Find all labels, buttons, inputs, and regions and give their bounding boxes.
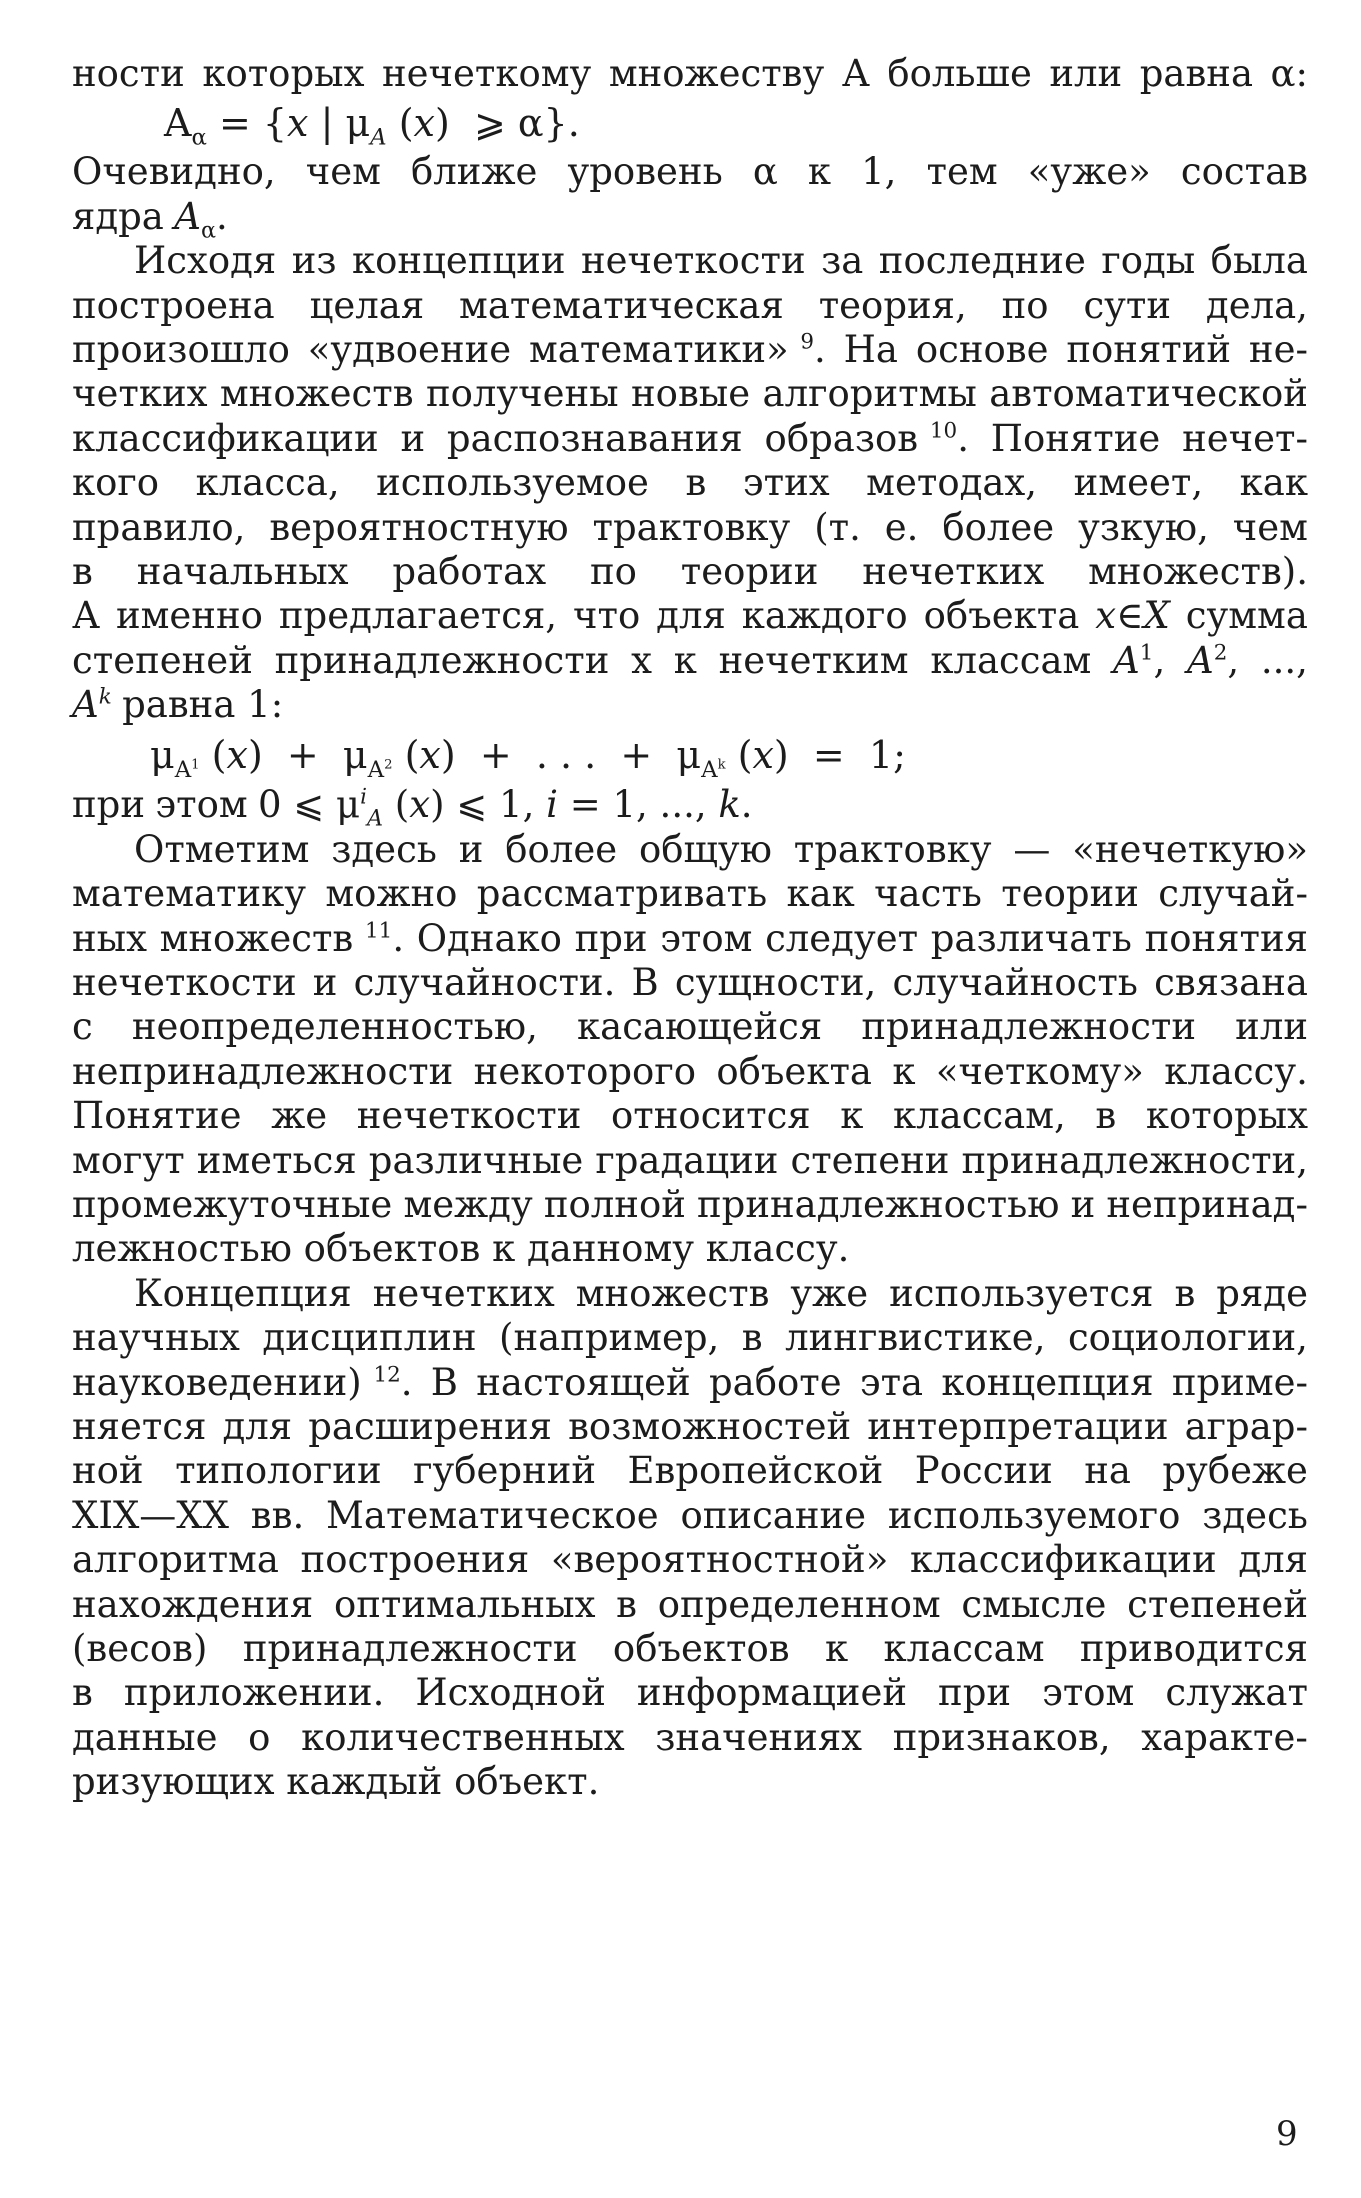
text-line: $A^k$ равна 1: xyxy=(72,683,284,727)
text-line: Исходя из концепции нечеткости за последние годы была xyxy=(134,239,1308,283)
text-line: правило, вероятностную трактовку (т. е. более узкую, чем xyxy=(72,505,1308,549)
text-line: XIX—XX вв. Математическое описание используемого здесь xyxy=(72,1493,1308,1537)
text-line: ных множеств $^{11}$. Однако при этом следует различать понятия xyxy=(72,916,1308,960)
text-line: Отметим здесь и более общую трактовку — «нечеткую» xyxy=(134,827,1308,871)
text-line: науковедении) $^{12}$. В настоящей работе эта концепция приме- xyxy=(72,1360,1308,1404)
formula-membership-sum: $\mu_{A^1}$ $(x) + \mu_{A^2}$ (x) + . . . + $\mu_{A^k}$ (x) = 1; xyxy=(150,733,906,783)
text-line: ризующих каждый объект. xyxy=(72,1760,600,1804)
text-line: ной типологии губерний Европейской России на рубеже xyxy=(72,1449,1308,1493)
text-line: при этом 0 ⩽ $\mu^i_A$ (x) ⩽ 1, i = 1, ..., k. xyxy=(72,783,753,832)
text-line: построена целая математическая теория, по сути дела, xyxy=(72,283,1308,327)
text-line: степеней принадлежности x к нечетким классам $A^1$, $A^2$, ..., xyxy=(72,638,1308,682)
text-line: (весов) принадлежности объектов к классам приводится xyxy=(72,1626,1308,1670)
text-line: произошло «удвоение математики» $^9$. На основе понятий не- xyxy=(72,327,1308,371)
formula-alpha-cut: $A_\alpha = \{x$ | $\mu_A$ (x) ⩾ α}. xyxy=(164,101,580,151)
text-line: четких множеств получены новые алгоритмы автоматической xyxy=(72,372,1308,416)
text-line: лежностью объектов к данному классу. xyxy=(72,1227,850,1271)
page-text xyxy=(72,52,1308,1804)
text-line: няется для расширения возможностей интерпретации аграр- xyxy=(72,1404,1308,1448)
text-line: Понятие же нечеткости относится к классам, в которых xyxy=(72,1094,1308,1138)
text-line: ядра $A_\alpha$. xyxy=(72,194,228,244)
text-line: промежуточные между полной принадлежностью и непринад- xyxy=(72,1182,1308,1226)
text-line: нахождения оптимальных в определенном смысле степеней xyxy=(72,1582,1308,1626)
text-line: Очевидно, чем ближе уровень α к 1, тем «уже» состав xyxy=(72,150,1308,194)
text-line: в начальных работах по теории нечетких множеств). xyxy=(72,549,1308,593)
page-number: 9 xyxy=(1276,2114,1298,2154)
text-line: данные о количественных значениях признаков, характе- xyxy=(72,1715,1308,1759)
text-line: нечеткости и случайности. В сущности, случайность связана xyxy=(72,961,1308,1005)
text-line: с неопределенностью, касающейся принадлежности или xyxy=(72,1005,1308,1049)
text-line: А именно предлагается, что для каждого объекта x∈X сумма xyxy=(72,594,1308,638)
text-line: непринадлежности некоторого объекта к «четкому» классу. xyxy=(72,1049,1308,1093)
text-line: кого класса, используемое в этих методах, имеет, как xyxy=(72,461,1308,505)
text-line: могут иметься различные градации степени принадлежности, xyxy=(72,1138,1308,1182)
text-line: ности которых нечеткому множеству А больше или равна α: xyxy=(72,52,1308,95)
text-line: математику можно рассматривать как часть теории случай- xyxy=(72,872,1308,916)
text-line: в приложении. Исходной информацией при этом служат xyxy=(72,1671,1308,1715)
text-line: Концепция нечетких множеств уже используется в ряде xyxy=(134,1271,1308,1315)
text-line: научных дисциплин (например, в лингвистике, социологии, xyxy=(72,1316,1308,1360)
text-line: алгоритма построения «вероятностной» классификации для xyxy=(72,1538,1308,1582)
text-line: классификации и распознавания образов $^{10}$. Понятие нечет- xyxy=(72,416,1308,460)
